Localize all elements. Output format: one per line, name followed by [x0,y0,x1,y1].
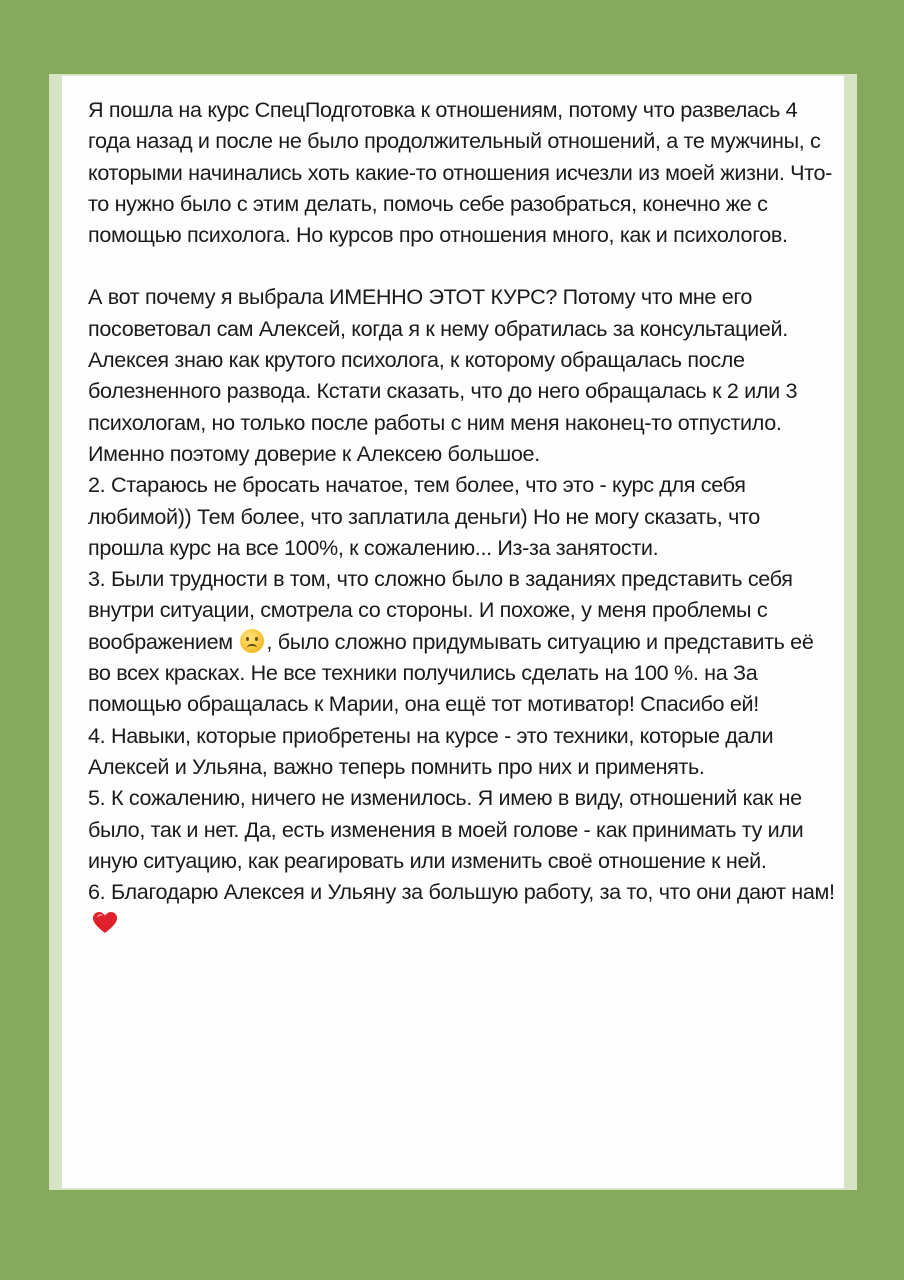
list-item-3 [88,563,836,719]
paragraph-gap [88,250,836,281]
list-item-6-text: 6. Благодарю Алексея и Ульяну за большую работу, за то, что они дают нам! [88,879,835,905]
paragraph-2: А вот почему я выбрала ИМЕННО ЭТОТ КУРС? Потому что мне его посоветовал сам Алексей, когда я к нему обратилась за консультацией. Алексея знаю как крутого психолога, к которому обращалась после болезненного развода. Кстати сказать, что до него обращалась к 2 или 3 психологам, но только после работы с ним меня наконец-то отпустило. Именно поэтому доверие к Алексею большое. [88,284,798,466]
review-text [88,94,836,939]
list-item-2: 2. Стараюсь не бросать начатое, тем более, что это - курс для себя любимой)) Тем более, что заплатила деньги) Но не могу сказать, что прошла курс на все 100%, к сожалению... Из-за занятости. [88,472,760,560]
paragraph-1: Я пошла на курс СпецПодготовка к отношениям, потому что развелась 4 года назад и после не было продолжительный отношений, а те мужчины, с которыми начинались хоть какие-то отношения исчезли из моей жизни. Что-то нужно было с этим делать, помочь себе разобраться, конечно же с помощью психолога. Но курсов про отношения много, как и психологов. [88,97,833,248]
screenshot-frame [49,74,857,1190]
list-item-5: 5. К сожалению, ничего не изменилось. Я имею в виду, отношений как не было, так и нет. Да, есть изменения в моей голове - как принимать ту или иную ситуацию, как реагировать или изменить своё отношение к ней. [88,785,804,873]
list-item-6 [88,876,836,939]
list-item-3-text-start: 3. Были трудности в том, что сложно было в заданиях представить себя внутри ситуации, смотрела со стороны. И похоже, у меня проблемы с воображением [88,566,793,654]
list-item-3-text-end: , было сложно придумывать ситуацию и представить её во всех красках. Не все техники получились сделать на 100 %. на За помощью обращалась к Марии, она ещё тот мотиватор! Спасибо ей! [88,628,814,717]
message-card [62,76,844,1188]
confused-face-icon [240,629,264,653]
red-heart-icon [92,911,118,935]
list-item-4: 4. Навыки, которые приобретены на курсе - это техники, которые дали Алексей и Ульяна, важно теперь помнить про них и применять. [88,722,774,779]
